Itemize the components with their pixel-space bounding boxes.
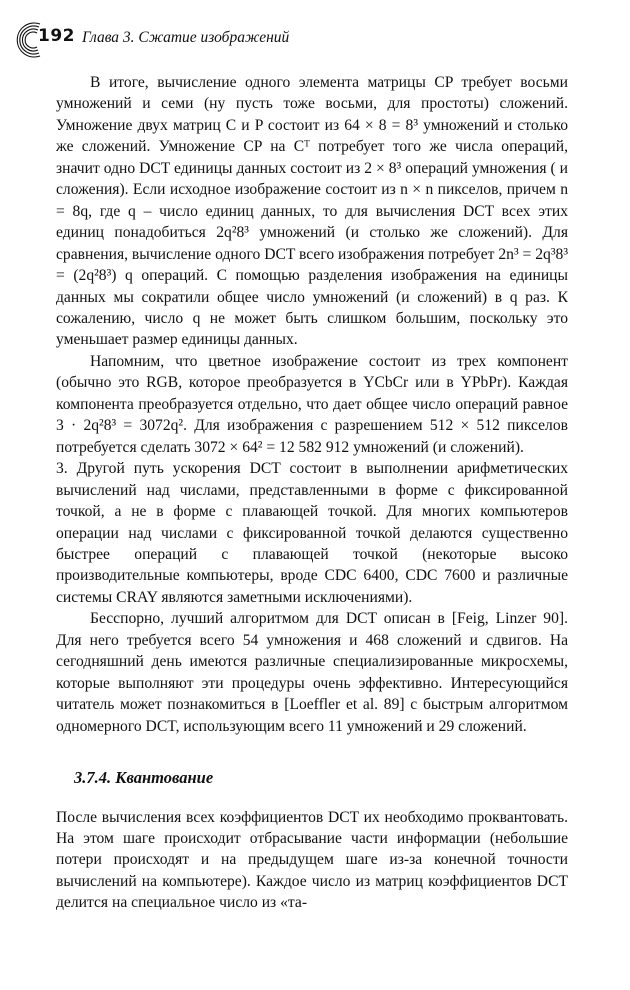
running-head: Глава 3. Сжатие изображений [82,29,290,46]
paragraph-color-components: Напомним, что цветное изображение состоит из трех компонент (обычно это RGB, которое преобразуется в YCbCr или в YPbPr). Каждая компонента преобразуется отдельно, что дает общее число операций равное 3 · 2q²8³ = 3072q². Для изображения с разрешением 512 × 512 пикселов потребуется сделать 3072 × 64² = 12 582 912 умножений (и сложений). [56,352,568,456]
page-header [14,20,614,60]
page-number: 192 [38,26,75,46]
page-body [56,72,568,914]
paragraph-fixed-point: 3. Другой путь ускорения DCT состоит в выполнении арифметических вычислений над числами, представленными в форме с фиксированной точкой, а не в форме с плавающей точкой. Для многих компьютеров операции над числами с фиксированной точкой делаются существенно быстрее операций с плавающей точкой (некоторые высоко производительные компьютеры, вроде CDC 6400, CDC 7600 и различные системы CRAY являются заметными исключениями). [56,460,568,606]
paragraph-best-algorithm: Бесспорно, лучший алгоритмом для DCT описан в [Feig, Linzer 90]. Для него требуется всего 54 умножения и 468 сложений и сдвигов. На сегодняшний день имеются различные специализированные микросхемы, которые выполняют эти процедуры очень эффективно. Интересующийся читатель может познакомиться в [Loeffler et al. 89] с быстрым алгоритмом одномерного DCT, использующим всего 11 умножений и 29 сложений. [56,610,568,735]
section-heading-quantization: 3.7.4. Квантование [74,768,214,788]
paragraph-quantization: После вычисления всех коэффициентов DCT их необходимо проквантовать. На этом шаге происходит отбрасывание части информации (небольшие потери происходят и на предыдущем шаге из-за конечной точности вычислений на компьютере). Каждое число из матриц коэффициентов DCT делится на специальное число из «та- [56,808,568,912]
paragraph-operations-count: В итоге, вычисление одного элемента матрицы CP требует восьми умножений и семи (ну пусть тоже восьми, для простоты) сложений. Умножение двух матриц C и P состоит из 64 × 8 = 8³ умножений и столько же сложений. Умножение CP на Cᵀ потребует того же числа операций, значит одно DCT единицы данных состоит из 2 × 8³ операций умножения ( и сложения). Если исходное изображение состоит из n × n пикселов, причем n = 8q, где q – число единиц данных, то для вычисления DCT всех этих единиц понадобиться 2q²8³ умножений (и столько же сложений). Для сравнения, вычисление одного DCT всего изображения потребует 2n³ = 2q³8³ = (2q²8³) q операций. С помощью разделения изображения на единицы данных мы сократили общее число умножений (и сложений) в q раз. К сожалению, число q не может быть слишком большим, поскольку это уменьшает размер единицы данных. [56,74,568,349]
